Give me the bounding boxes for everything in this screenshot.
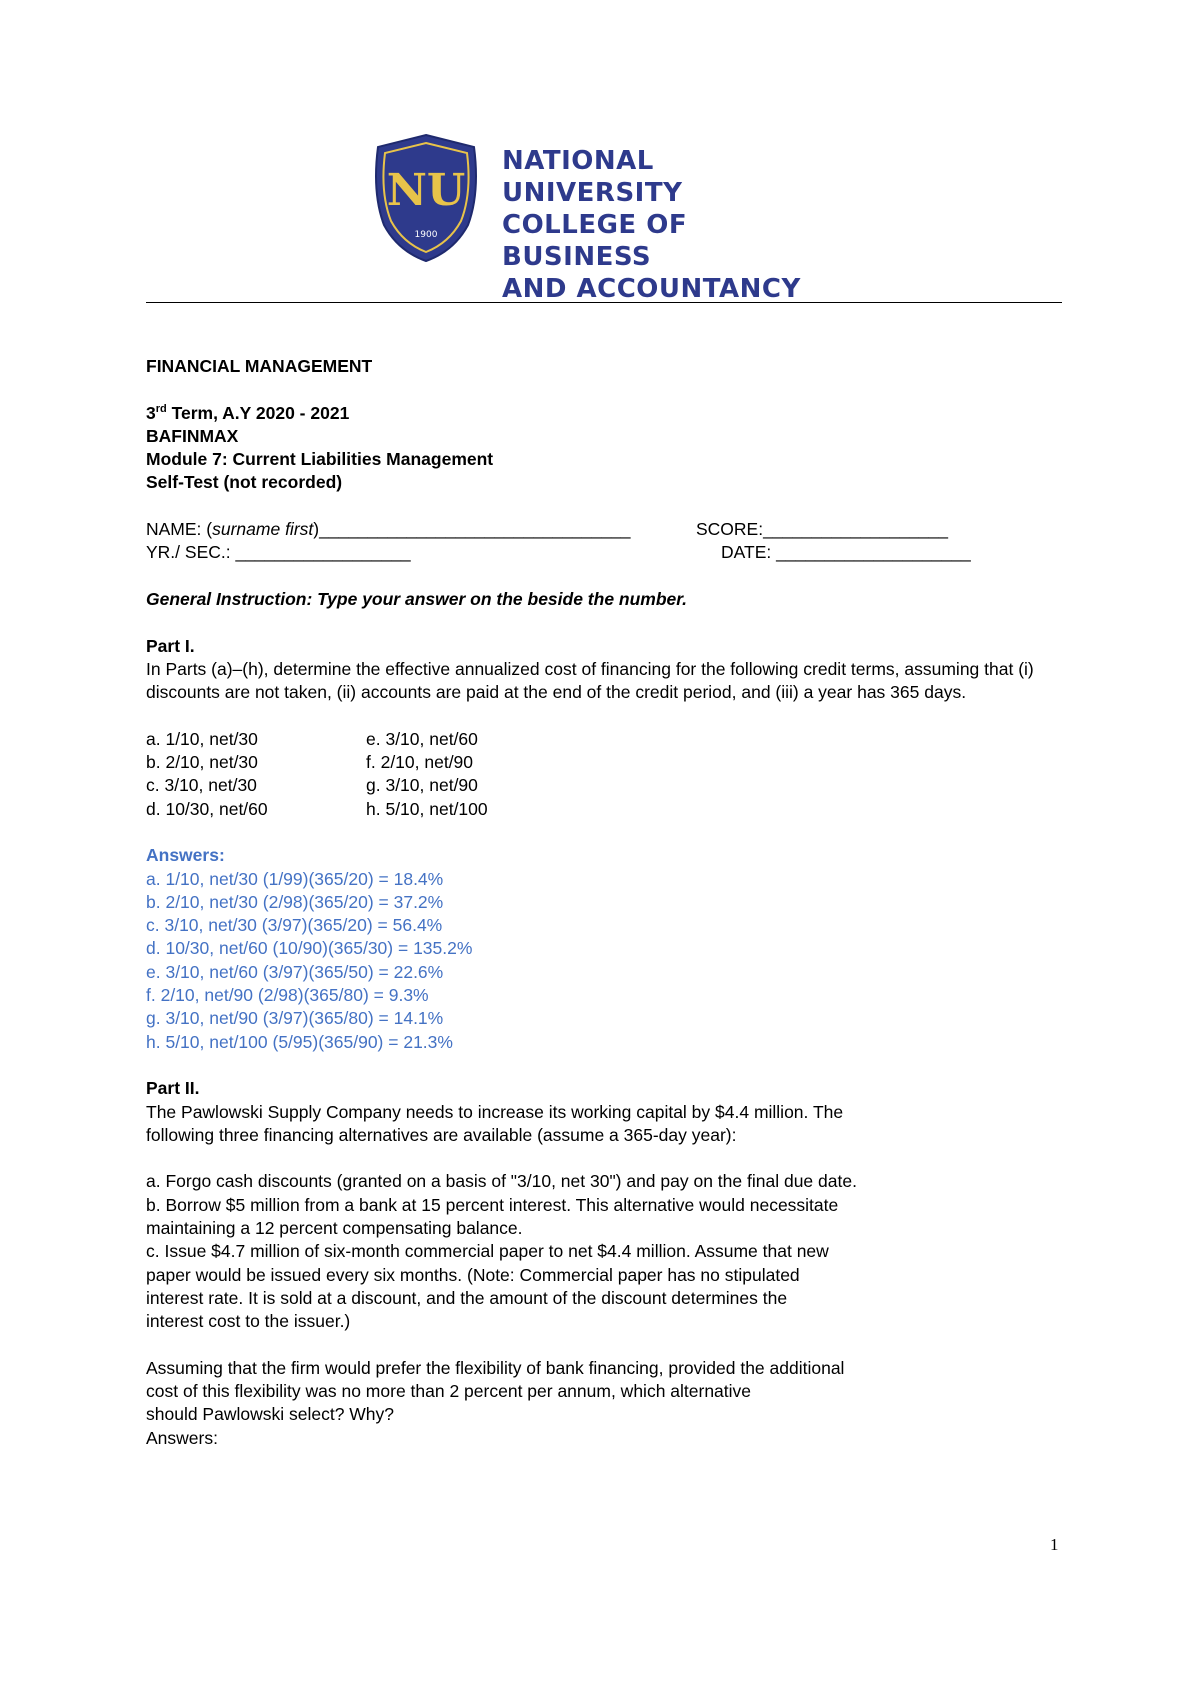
yrsec-date-row <box>146 541 1066 564</box>
svg-text:NU: NU <box>386 165 466 216</box>
answer-item: e. 3/10, net/60 (3/97)(365/50) = 22.6% <box>146 961 444 982</box>
logo-line: NATIONAL UNIVERSITY <box>502 146 683 208</box>
text-line: cost of this flexibility was no more than 2 percent per annum, which alternative <box>146 1381 752 1402</box>
part1-heading: Part I. <box>146 635 195 656</box>
logo-line: COLLEGE OF BUSINESS <box>502 210 688 272</box>
module-title: Module 7: Current Liabilities Management <box>146 449 494 470</box>
answer-item: h. 5/10, net/100 (5/95)(365/90) = 21.3% <box>146 1031 453 1052</box>
text-line: following three financing alternatives are available (assume a 365-day year): <box>146 1124 737 1145</box>
name-field[interactable]: NAME: (surname first)________________________________ <box>146 519 631 540</box>
answer-item: b. 2/10, net/30 (2/98)(365/20) = 37.2% <box>146 891 444 912</box>
answer-item: f. 2/10, net/90 (2/98)(365/80) = 9.3% <box>146 985 429 1006</box>
logo-wordmark <box>502 145 820 305</box>
answers-heading: Answers: <box>146 845 225 866</box>
list-item: g. 3/10, net/90 <box>366 775 478 796</box>
score-field[interactable]: SCORE:___________________ <box>696 519 949 540</box>
answer-item: d. 10/30, net/60 (10/90)(365/30) = 135.2% <box>146 938 473 959</box>
name-score-row <box>146 518 1066 541</box>
text-line: interest rate. It is sold at a discount, and the amount of the discount determines the <box>146 1287 788 1308</box>
header-divider <box>146 302 1062 303</box>
university-logo <box>370 133 820 304</box>
text-line: c. Issue $4.7 million of six-month commercial paper to net $4.4 million. Assume that new <box>146 1241 829 1262</box>
text-line: maintaining a 12 percent compensating balance. <box>146 1217 523 1238</box>
credit-terms-list <box>146 728 1066 821</box>
text-line: Assuming that the firm would prefer the flexibility of bank financing, provided the additional <box>146 1357 845 1378</box>
nu-shield-emblem <box>370 133 482 263</box>
course-title: FINANCIAL MANAGEMENT <box>146 356 373 376</box>
text-line: b. Borrow $5 million from a bank at 15 percent interest. This alternative would necessitate <box>146 1194 839 1215</box>
date-field[interactable]: DATE: ____________________ <box>721 542 971 563</box>
part2-heading: Part II. <box>146 1078 200 1099</box>
yrsec-field[interactable]: YR./ SEC.: __________________ <box>146 542 411 563</box>
list-item: f. 2/10, net/90 <box>366 752 474 773</box>
course-code: BAFINMAX <box>146 425 239 446</box>
answers-list <box>146 868 1066 1054</box>
emblem-year: 1900 <box>414 230 438 240</box>
answers-label: Answers: <box>146 1427 218 1448</box>
text-line: should Pawlowski select? Why? <box>146 1404 395 1425</box>
list-item: h. 5/10, net/100 <box>366 798 488 819</box>
answer-item: c. 3/10, net/30 (3/97)(365/20) = 56.4% <box>146 915 443 936</box>
list-item: e. 3/10, net/60 <box>366 728 478 749</box>
list-item: c. 3/10, net/30 <box>146 775 257 796</box>
document-body <box>146 355 1066 1450</box>
answer-item: g. 3/10, net/90 (3/97)(365/80) = 14.1% <box>146 1008 444 1029</box>
list-item: d. 10/30, net/60 <box>146 798 268 819</box>
general-instruction: General Instruction: Type your answer on the beside the number. <box>146 588 687 609</box>
text-line: The Pawlowski Supply Company needs to increase its working capital by $4.4 million. The <box>146 1101 844 1122</box>
page-number: 1 <box>1050 1535 1059 1554</box>
text-line: paper would be issued every six months. (Note: Commercial paper has no stipulated <box>146 1264 800 1285</box>
text-line: interest cost to the issuer.) <box>146 1311 351 1332</box>
part1-text: In Parts (a)–(h), determine the effective annualized cost of financing for the following credit terms, assuming that (i) discounts are not taken, (ii) accounts are paid at the end of the credit period, and (iii) a year has 365 days. <box>146 658 1034 703</box>
list-item: a. 1/10, net/30 <box>146 728 258 749</box>
answer-item: a. 1/10, net/30 (1/99)(365/20) = 18.4% <box>146 868 444 889</box>
text-line: a. Forgo cash discounts (granted on a basis of "3/10, net 30") and pay on the final due date. <box>146 1171 857 1192</box>
test-title: Self-Test (not recorded) <box>146 472 343 493</box>
term-line: 3rd Term, A.Y 2020 - 2021 <box>146 402 350 423</box>
logo-line: AND ACCOUNTANCY <box>502 274 801 304</box>
list-item: b. 2/10, net/30 <box>146 752 258 773</box>
